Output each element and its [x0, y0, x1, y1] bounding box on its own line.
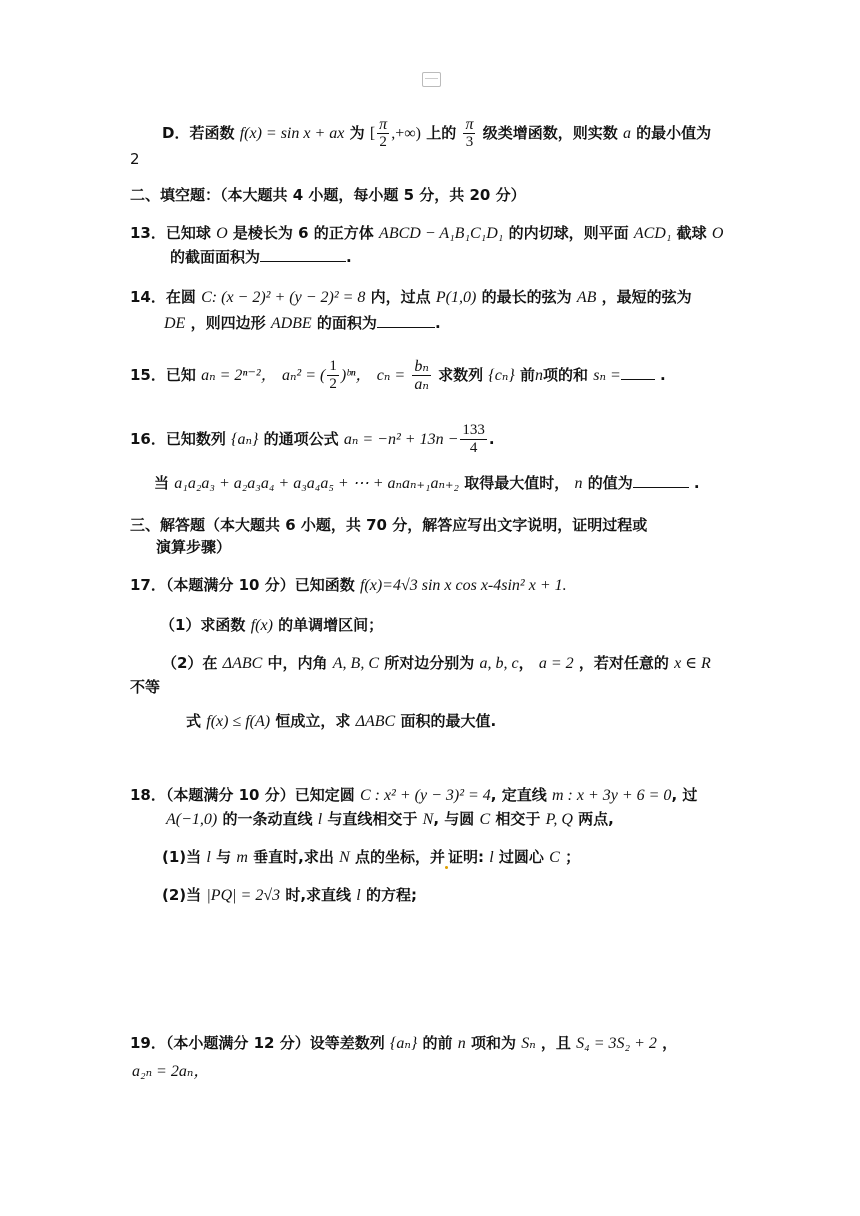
question-18-part2: (2)当 |PQ| = 2√3 时,求直线 l 的方程;: [162, 886, 417, 904]
math-function: f(x) = sin x + ax: [239, 125, 345, 142]
question-19-line2: a₂ₙ = 2aₙ，: [132, 1063, 210, 1080]
header-mark: [422, 72, 441, 87]
option-d-answer: 2: [130, 150, 140, 168]
math: [: [369, 125, 376, 142]
answer-blank[interactable]: [377, 313, 435, 328]
text: 为: [349, 124, 365, 142]
fraction-pi-2: $\frac{\pi}{2}$: [379, 116, 388, 150]
fraction-pi-3: $\frac{\pi}{3}$: [465, 116, 474, 150]
question-14: 14．在圆 C: (x − 2)² + (y − 2)² = 8 内，过点 P(1,0) 的最长的弦为 AB ，最短的弦为: [130, 288, 692, 306]
question-17-part2-line2: 不等: [130, 678, 161, 696]
section-3-heading: 三、解答题（本大题共 6 小题，共 70 分，解答应写出文字说明，证明过程或: [130, 516, 648, 534]
answer-blank[interactable]: [621, 365, 655, 380]
question-18: 18．（本题满分 10 分）已知定圆 C : x² + (y − 3)² = 4, 定直线 m : x + 3y + 6 = 0, 过: [130, 786, 698, 804]
section-2-heading: 二、填空题：（本大题共 4 小题，每小题 5 分，共 20 分）: [130, 186, 526, 204]
question-17-part1: （1）求函数 f(x) 的单调增区间；: [160, 616, 384, 634]
question-17: 17．（本题满分 10 分）已知函数 f(x)=4√3 sin x cos x-4sin² x + 1.: [130, 576, 567, 594]
text: 上的: [426, 124, 457, 142]
question-16-line2: 当 a₁a₂a₃ + a₂a₃a₄ + a₃a₄a₅ + ⋯ + aₙaₙ₊₁aₙ₊₂ 取得最大值时， n 的值为 .: [154, 474, 700, 492]
fraction-133-4: $\frac{133}{4}$: [462, 422, 485, 456]
text: 级类增函数，则实数: [482, 124, 618, 142]
section-3-heading-line2: 演算步骤）: [156, 538, 232, 556]
math: a: [622, 125, 631, 142]
question-18-part1: (1)当 l 与 m 垂直时,求出 N 点的坐标，并 证明: l 过圆心 C ；: [162, 846, 580, 869]
question-18-line2: A(−1,0) 的一条动直线 l 与直线相交于 N, 与圆 C 相交于 P, Q 两点,: [166, 810, 614, 828]
answer-blank[interactable]: [633, 473, 689, 488]
question-19: 19．（本小题满分 12 分）设等差数列 {aₙ} 的前 n 项和为 Sₙ ，且 S₄ = 3S₂ + 2 ，: [130, 1034, 678, 1052]
math: ,+∞): [391, 125, 421, 142]
question-13-line2: 的截面面积为 .: [170, 248, 352, 266]
text: D．若函数: [162, 124, 235, 142]
fraction-bn-an: $\frac{\text{bₙ}}{\text{aₙ}}$: [414, 358, 429, 393]
question-14-line2: DE ，则四边形 ADBE 的面积为 .: [164, 314, 441, 332]
question-15: 15．已知 aₙ = 2ⁿ⁻²， aₙ² = ( $\frac{1}{2}$ )ᵇⁿ， cₙ = $\frac{\text{bₙ}}{\text{aₙ}}$ 求数列 {cₙ} 前n项的和 sₙ = .: [130, 358, 666, 393]
question-17-part2-line3: 式 f(x) ≤ f(A) 恒成立，求 ΔABC 面积的最大值.: [186, 712, 497, 730]
option-d: [162, 116, 711, 151]
fraction-half: $\frac{1}{2}$: [329, 358, 337, 392]
text: 的最小值为: [636, 124, 712, 142]
question-16: 16．已知数列 {aₙ} 的通项公式 aₙ = −n² + 13n − $\frac{133}{4}$ .: [130, 422, 495, 456]
answer-blank[interactable]: [260, 247, 346, 262]
question-13: 13．已知球 O 是棱长为 6 的正方体 ABCD − A₁B₁C₁D₁ 的内切球，则平面 ACD₁ 截球 O: [130, 224, 724, 242]
question-17-part2: （2）在 ΔABC 中，内角 A, B, C 所对边分别为 a, b, c， a = 2 ，若对任意的 x ∈ R: [162, 654, 711, 672]
